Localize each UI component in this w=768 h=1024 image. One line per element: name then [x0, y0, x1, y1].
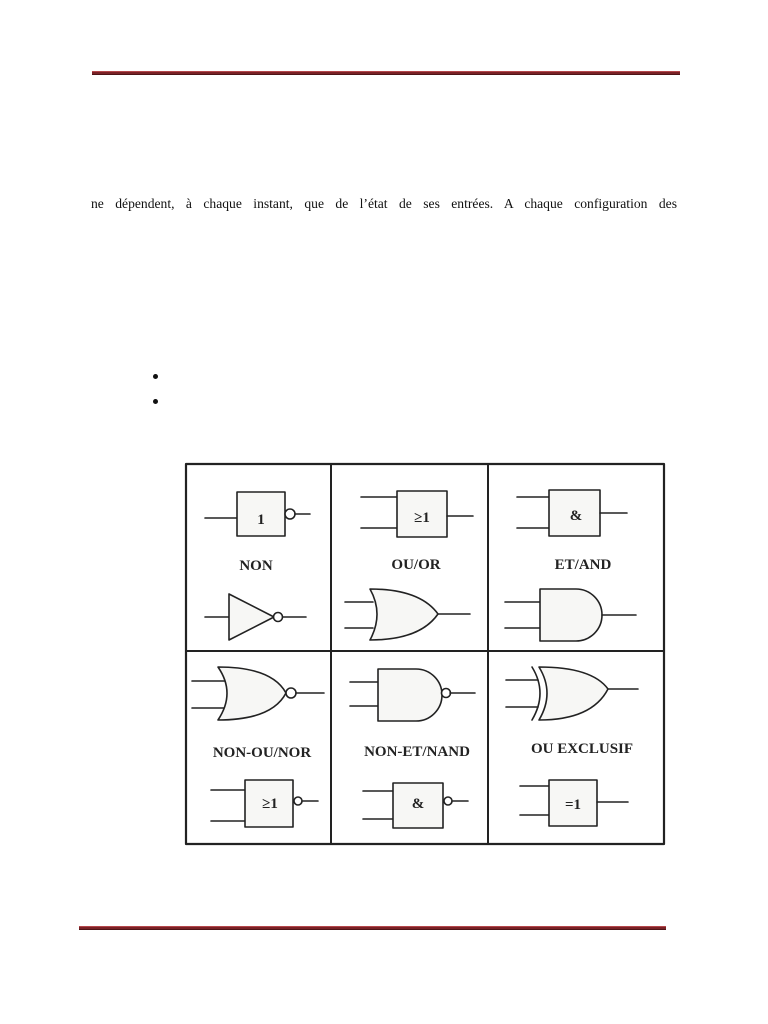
or-gate-distinctive-icon	[345, 589, 470, 640]
and-gate-label: ET/AND	[554, 557, 612, 573]
body-text-line: ne dépendent, à chaque instant, que de l’état de ses entrées. A chaque configuration des	[91, 196, 677, 211]
nand-gate-label: NON-ET/NAND	[364, 744, 470, 760]
and-gate-distinctive-icon	[505, 589, 636, 641]
bullet-point-2	[153, 399, 158, 404]
logic-gates-figure	[180, 460, 670, 848]
logic-gates-table	[180, 460, 670, 848]
nor-gate-symbol-text: ≥1	[262, 796, 278, 812]
header-rule	[92, 71, 680, 75]
not-gate-symbol-text: 1	[257, 512, 265, 528]
nor-gate-distinctive-icon	[192, 667, 324, 720]
nand-gate-distinctive-icon	[350, 669, 475, 721]
nand-gate-symbol-text: &	[411, 796, 425, 812]
nor-gate-label: NON-OU/NOR	[212, 745, 312, 761]
footer-rule	[79, 926, 666, 930]
or-gate-symbol-text: ≥1	[414, 510, 430, 526]
xor-gate-label: OU EXCLUSIF	[530, 741, 634, 757]
xor-gate-distinctive-icon	[506, 667, 638, 720]
or-gate-label: OU/OR	[391, 557, 441, 573]
not-gate-distinctive-icon	[205, 594, 306, 640]
and-gate-symbol-text: &	[569, 508, 583, 524]
not-gate-label: NON	[239, 558, 273, 574]
xor-gate-symbol-text: =1	[564, 797, 582, 813]
bullet-point-1	[153, 374, 158, 379]
